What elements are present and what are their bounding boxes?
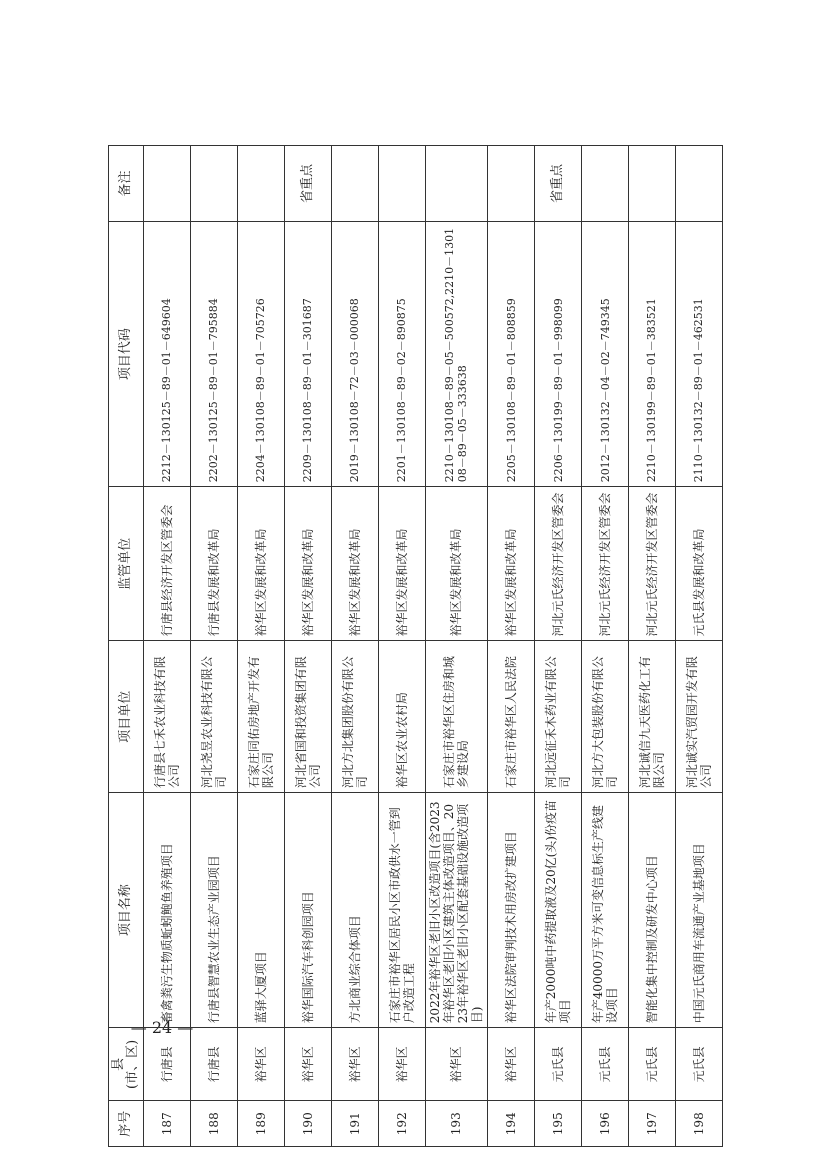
cell-name: 石家庄市裕华区居民小区市政供水一管到户改造工程	[378, 793, 425, 1028]
cell-name: 智能化集中控制及研发中心项目	[629, 793, 676, 1028]
cell-name: 行唐县智慧农业生态产业园项目	[190, 793, 237, 1028]
cell-county: 行唐县	[190, 1028, 237, 1101]
cell-supervisor: 河北元氏经济开发区管委会	[582, 487, 629, 641]
cell-supervisor: 行唐县发展和改革局	[190, 487, 237, 641]
cell-county: 行唐县	[144, 1028, 191, 1101]
project-table	[108, 145, 723, 1147]
cell-county: 裕华区	[378, 1028, 425, 1101]
header-supervisor: 监管单位	[109, 487, 144, 641]
cell-remark	[237, 146, 284, 222]
cell-index: 190	[284, 1101, 331, 1147]
cell-code: 2205－130108－89－01－808859	[488, 221, 535, 486]
cell-remark	[629, 146, 676, 222]
cell-remark	[582, 146, 629, 222]
cell-name: 蓝驿大厦项目	[237, 793, 284, 1028]
table-row	[535, 146, 582, 1147]
cell-index: 196	[582, 1101, 629, 1147]
table-row	[144, 146, 191, 1147]
cell-index: 189	[237, 1101, 284, 1147]
cell-supervisor: 裕华区发展和改革局	[331, 487, 378, 641]
header-name: 项目名称	[109, 793, 144, 1028]
cell-unit: 河北尧昱农业科技有限公司	[190, 641, 237, 793]
cell-index: 187	[144, 1101, 191, 1147]
cell-unit: 河北方北集团股份有限公司	[331, 641, 378, 793]
table-row	[190, 146, 237, 1147]
cell-code: 2212－130125－89－01－649604	[144, 221, 191, 486]
cell-county: 元氏县	[582, 1028, 629, 1101]
table-row	[237, 146, 284, 1147]
cell-unit: 河北远征禾木药业有限公司	[535, 641, 582, 793]
cell-unit: 石家庄市裕华区住房和城乡建设局	[425, 641, 487, 793]
table-row	[378, 146, 425, 1147]
cell-county: 裕华区	[488, 1028, 535, 1101]
cell-supervisor: 裕华区发展和改革局	[284, 487, 331, 641]
table-row	[582, 146, 629, 1147]
cell-county: 元氏县	[629, 1028, 676, 1101]
cell-unit: 裕华区农业农村局	[378, 641, 425, 793]
cell-county: 裕华区	[284, 1028, 331, 1101]
cell-code: 2012－130132－04－02－749345	[582, 221, 629, 486]
header-unit: 项目单位	[109, 641, 144, 793]
table-row	[284, 146, 331, 1147]
cell-code: 2201－130108－89－02－890875	[378, 221, 425, 486]
cell-index: 195	[535, 1101, 582, 1147]
cell-supervisor: 河北元氏经济开发区管委会	[629, 487, 676, 641]
cell-name: 年产2000吨中药提取液及20亿(头)份疫苗项目	[535, 793, 582, 1028]
cell-code: 2110－130132－89－01－462531	[675, 221, 722, 486]
cell-remark	[190, 146, 237, 222]
cell-name: 裕华国际汽车科创园项目	[284, 793, 331, 1028]
cell-name: 畜禽粪污生物质蚯蚓鲍鱼养殖项目	[144, 793, 191, 1028]
page-number: — 24 —	[130, 1018, 194, 1037]
header-code: 项目代码	[109, 221, 144, 486]
cell-remark	[425, 146, 487, 222]
cell-unit: 河北省国和投资集团有限公司	[284, 641, 331, 793]
cell-code: 2210－130108－89－05－500572,2210－130108－89－05－333638	[425, 221, 487, 486]
cell-remark	[144, 146, 191, 222]
cell-code: 2204－130108－89－01－705726	[237, 221, 284, 486]
table-row	[629, 146, 676, 1147]
cell-index: 193	[425, 1101, 487, 1147]
cell-supervisor: 裕华区发展和改革局	[488, 487, 535, 641]
cell-remark	[378, 146, 425, 222]
cell-name: 裕华区法院审判技术用房改扩建项目	[488, 793, 535, 1028]
cell-unit: 行唐县七禾农业科技有限公司	[144, 641, 191, 793]
cell-code: 2209－130108－89－01－301687	[284, 221, 331, 486]
table-row	[331, 146, 378, 1147]
cell-county: 裕华区	[237, 1028, 284, 1101]
cell-index: 192	[378, 1101, 425, 1147]
project-table-rotated	[108, 145, 723, 1147]
cell-supervisor: 河北元氏经济开发区管委会	[535, 487, 582, 641]
table-header-row	[109, 146, 144, 1147]
cell-supervisor: 元氏县发展和改革局	[675, 487, 722, 641]
cell-name: 年产40000万平方米可变信息标生产线建设项目	[582, 793, 629, 1028]
cell-index: 188	[190, 1101, 237, 1147]
cell-index: 191	[331, 1101, 378, 1147]
cell-index: 194	[488, 1101, 535, 1147]
cell-supervisor: 裕华区发展和改革局	[237, 487, 284, 641]
cell-county: 裕华区	[331, 1028, 378, 1101]
cell-county: 裕华区	[425, 1028, 487, 1101]
cell-remark: 省重点	[535, 146, 582, 222]
table-row	[425, 146, 487, 1147]
cell-name: 方北商业综合体项目	[331, 793, 378, 1028]
header-county: 县 (市、区)	[109, 1028, 144, 1101]
cell-unit: 石家庄同佑房地产开发有限公司	[237, 641, 284, 793]
cell-remark	[331, 146, 378, 222]
cell-code: 2019－130108－72－03－000068	[331, 221, 378, 486]
header-index: 序号	[109, 1101, 144, 1147]
cell-unit: 河北诚信九天医药化工有限公司	[629, 641, 676, 793]
cell-remark	[675, 146, 722, 222]
cell-unit: 河北诚实汽贸园开发有限公司	[675, 641, 722, 793]
cell-unit: 河北方大包装股份有限公司	[582, 641, 629, 793]
cell-remark: 省重点	[284, 146, 331, 222]
cell-index: 198	[675, 1101, 722, 1147]
cell-name: 中国元氏商用车流通产业基地项目	[675, 793, 722, 1028]
cell-unit: 石家庄市裕华区人民法院	[488, 641, 535, 793]
cell-index: 197	[629, 1101, 676, 1147]
table-row	[488, 146, 535, 1147]
cell-name: 2022年裕华区老旧小区改造项目(含2023年裕华区老旧小区建筑主体改造项目、2023年裕华区老旧小区配套基础设施改造项目)	[425, 793, 487, 1028]
cell-code: 2202－130125－89－01－795884	[190, 221, 237, 486]
cell-code: 2206－130199－89－01－998099	[535, 221, 582, 486]
cell-supervisor: 裕华区发展和改革局	[425, 487, 487, 641]
table-row	[675, 146, 722, 1147]
header-remark: 备注	[109, 146, 144, 222]
cell-supervisor: 裕华区发展和改革局	[378, 487, 425, 641]
cell-code: 2210－130199－89－01－383521	[629, 221, 676, 486]
cell-supervisor: 行唐县经济开发区管委会	[144, 487, 191, 641]
cell-county: 元氏县	[535, 1028, 582, 1101]
cell-county: 元氏县	[675, 1028, 722, 1101]
cell-remark	[488, 146, 535, 222]
